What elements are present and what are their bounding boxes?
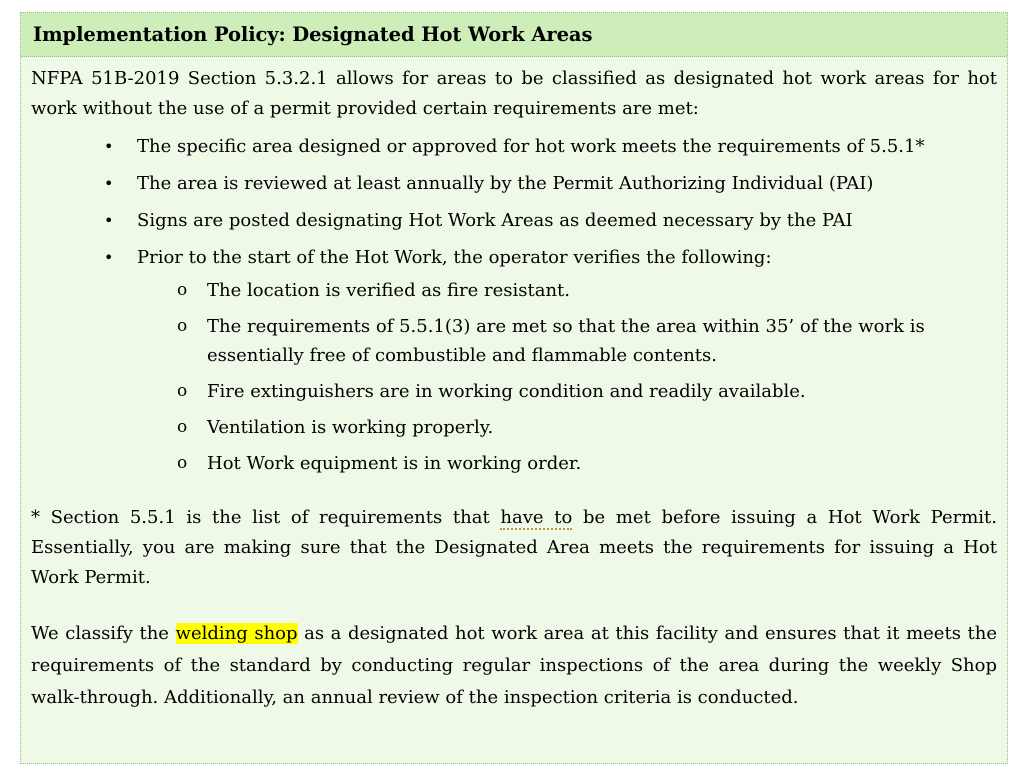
requirements-list	[31, 132, 997, 478]
list-item-text: The area is reviewed at least annually by the Permit Authorizing Individual (PAI)	[137, 173, 874, 194]
circle-bullet-icon: o	[177, 381, 188, 401]
sub-list-item	[137, 276, 997, 305]
bullet-icon: •	[104, 211, 114, 230]
grammar-flagged-text: have to	[500, 507, 573, 528]
closing-paragraph	[31, 618, 997, 714]
intro-paragraph: NFPA 51B-2019 Section 5.3.2.1 allows for areas to be classified as designated hot work areas for hot work without the use of a permit provided certain requirements are met:	[31, 68, 997, 119]
list-item-text: Prior to the start of the Hot Work, the operator verifies the following:	[137, 247, 772, 268]
sub-list-item-text: Fire extinguishers are in working condition and readily available.	[207, 381, 806, 402]
list-item-text: The specific area designed or approved for hot work meets the requirements of 5.5.1*	[137, 136, 925, 157]
sub-list-item	[137, 413, 997, 442]
policy-title: Implementation Policy: Designated Hot Work Areas	[33, 23, 593, 46]
list-item-text: Signs are posted designating Hot Work Areas as deemed necessary by the PAI	[137, 210, 853, 231]
circle-bullet-icon: o	[177, 417, 188, 437]
footnote-paragraph	[31, 503, 997, 593]
sub-list-item	[137, 312, 997, 370]
bullet-icon: •	[104, 174, 114, 193]
list-item	[31, 243, 997, 478]
circle-bullet-icon: o	[177, 316, 188, 336]
circle-bullet-icon: o	[177, 280, 188, 300]
bullet-icon: •	[104, 248, 114, 267]
list-item	[31, 169, 997, 199]
sub-list-item-text: The location is verified as fire resistant.	[207, 280, 570, 301]
list-item	[31, 132, 997, 162]
footnote-text-before: * Section 5.5.1 is the list of requirements that	[31, 507, 501, 528]
sub-list-item-text: Ventilation is working properly.	[207, 417, 494, 438]
policy-content	[21, 57, 1007, 714]
policy-box	[20, 12, 1008, 764]
footnote-text-after: be met before issuing a Hot Work Permit. Essentially, you are making sure that the Designated Area meets the requirements for issuing a Hot Work Permit.	[31, 507, 998, 588]
sub-list-item	[137, 449, 997, 478]
closing-text-after: as a designated hot work area at this facility and ensures that it meets the requirements of the standard by conducting regular inspections of the area during the weekly Shop walk-through. Additionally, an annual review of the inspection criteria is conducted.	[31, 623, 997, 708]
verification-list	[137, 276, 997, 478]
sub-list-item-text: The requirements of 5.5.1(3) are met so that the area within 35’ of the work is essentially free of combustible and flammable contents.	[207, 316, 925, 366]
sub-list-item	[137, 377, 997, 406]
title-bar	[21, 13, 1007, 57]
circle-bullet-icon: o	[177, 453, 188, 473]
bullet-icon: •	[104, 137, 114, 156]
list-item	[31, 206, 997, 236]
sub-list-item-text: Hot Work equipment is in working order.	[207, 453, 582, 474]
highlighted-text: welding shop	[175, 623, 298, 644]
closing-text-before: We classify the	[31, 623, 176, 644]
